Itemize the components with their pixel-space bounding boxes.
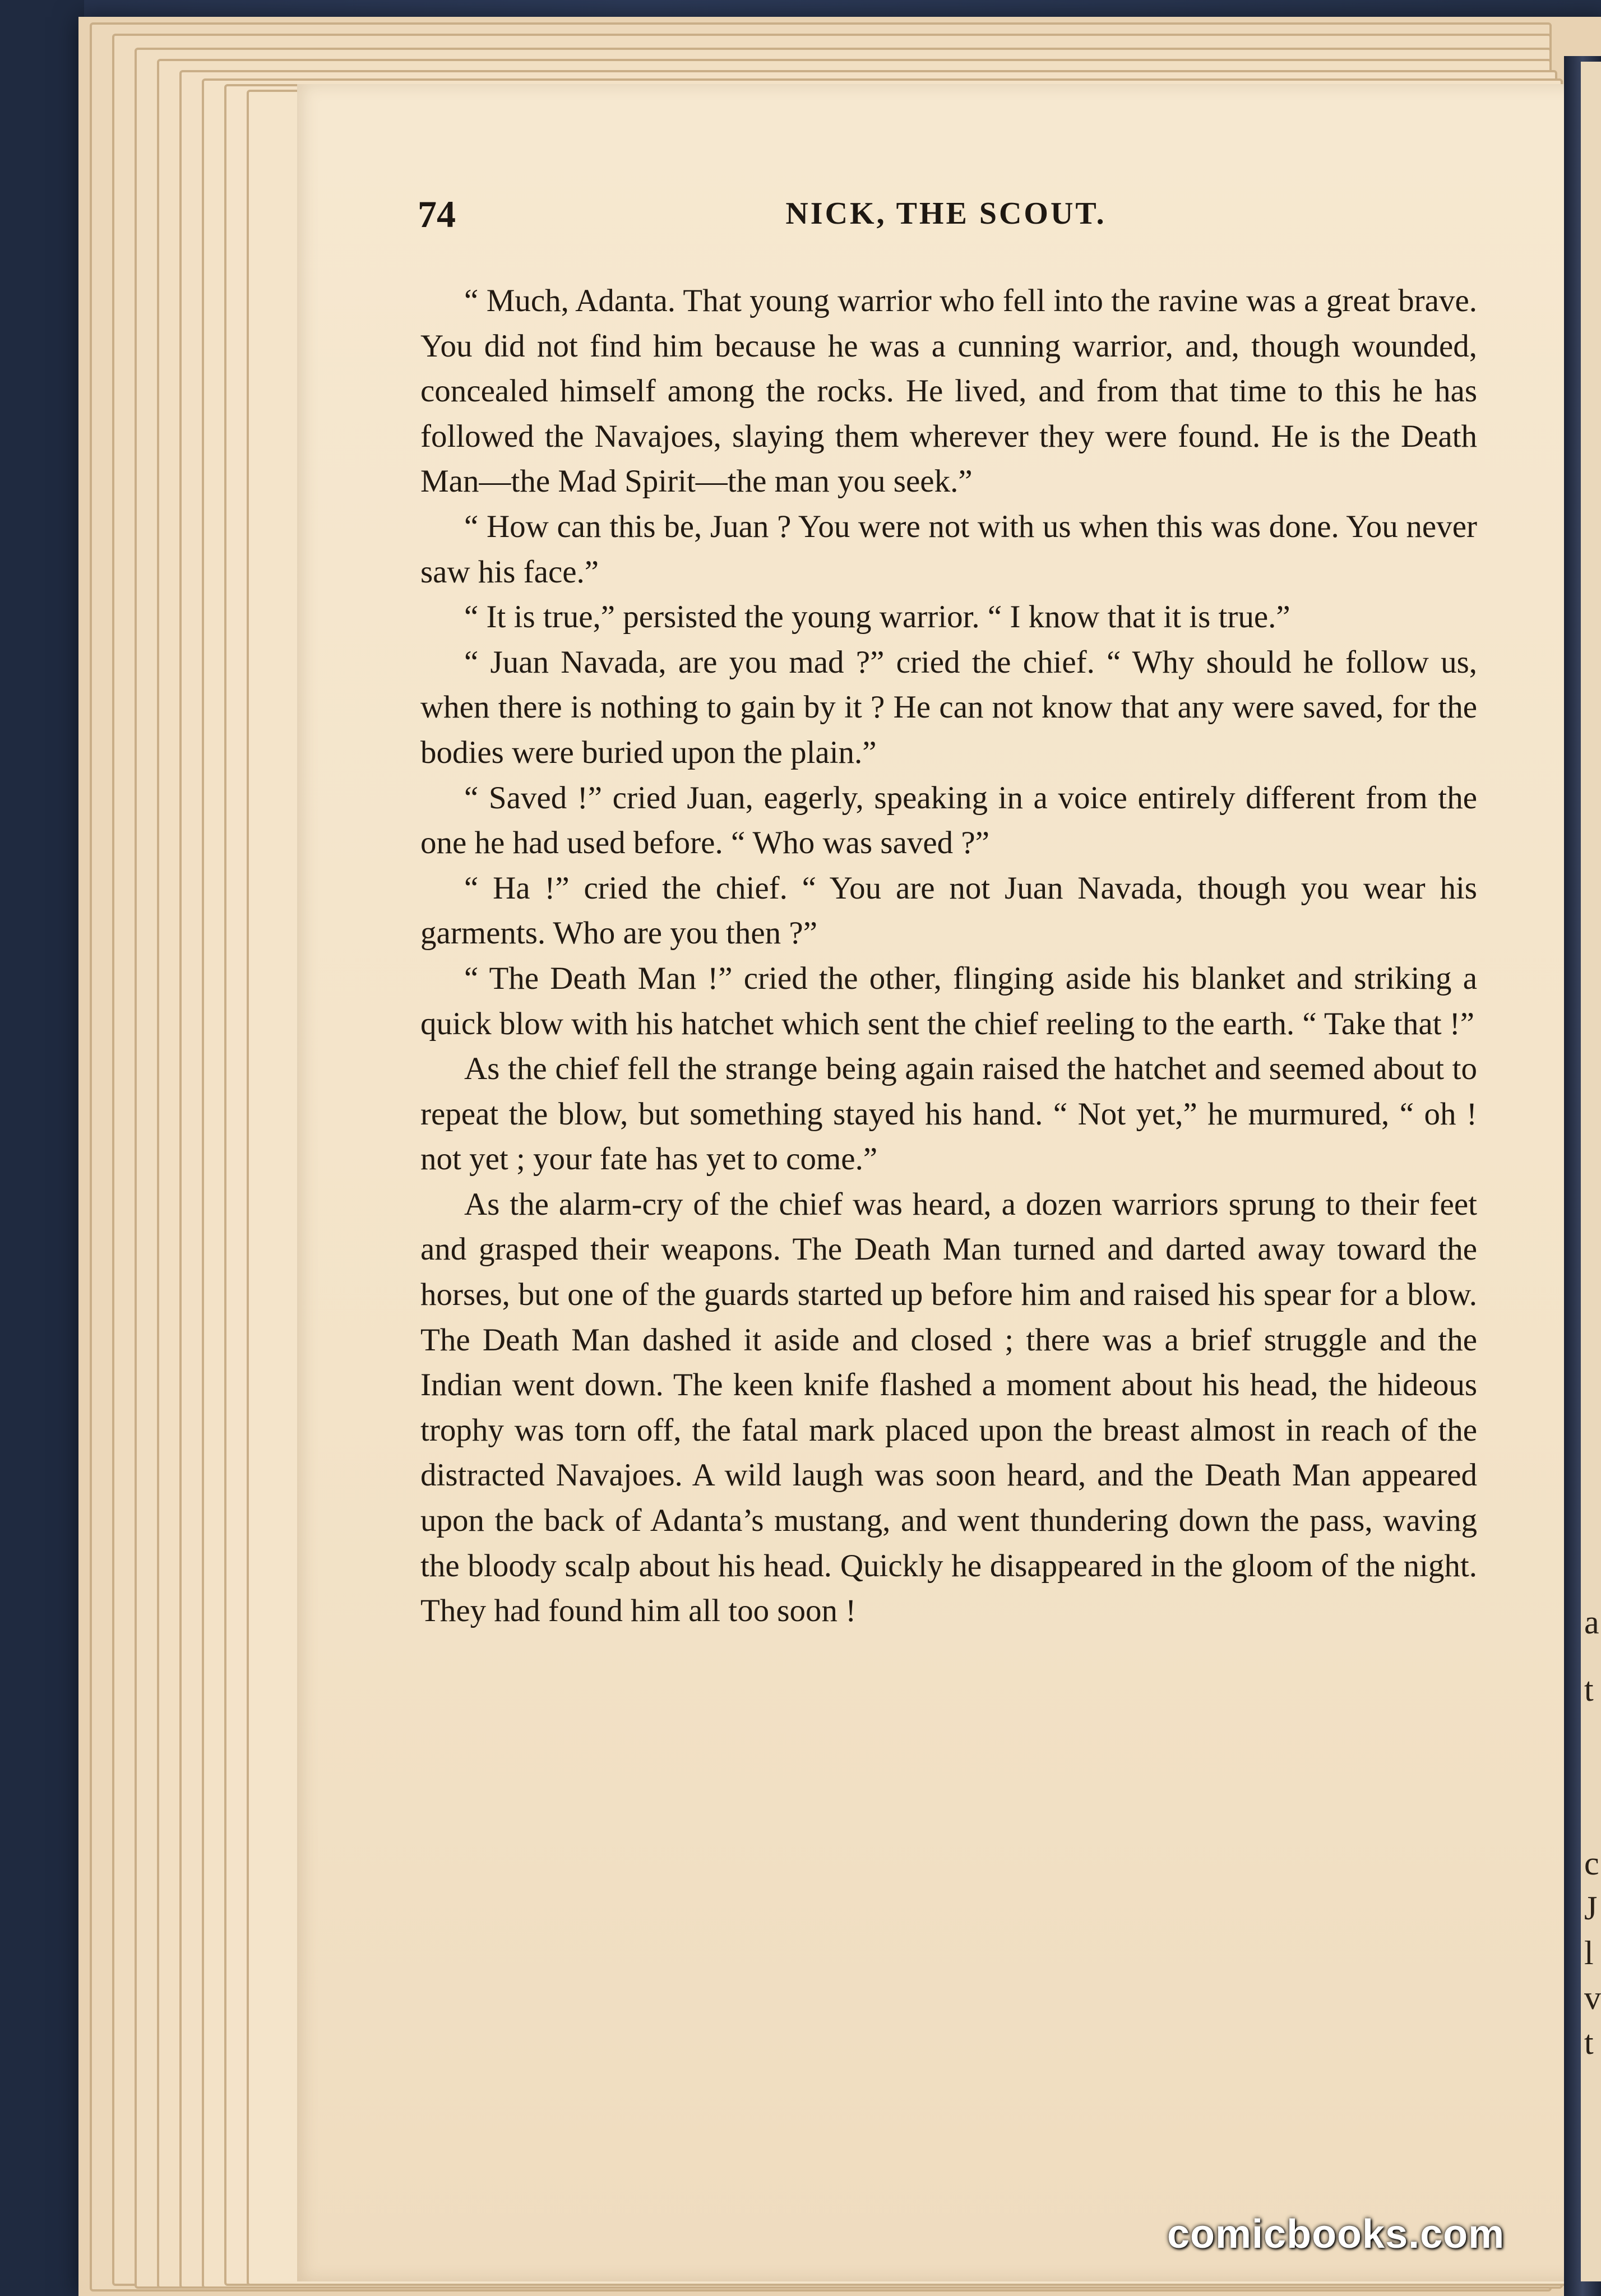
paragraph: “ Much, Adanta. That young warrior who fell into the ravine was a great brave. You did not find him because he was a cunning warrior, and, though wounded, concealed himself among the rocks. He lived, and from that time to this he has followed the Navajoes, slaying them wherever they were found. He is the Death Man—the Mad Spirit—the man you seek.” (420, 283, 1477, 499)
backdrop-edge (0, 0, 84, 2296)
paragraph: As the chief fell the strange being again raised the hatchet and seemed about to repeat the blow, but something stayed his hand. “ Not yet,” he murmured, “ oh ! not yet ; your fate has yet to come.” (420, 1051, 1477, 1177)
paragraph: “ Juan Navada, are you mad ?” cried the chief. “ Why should he follow us, when there is nothing to gain by it ? He can not know that any were saved, for the bodies were buried upon the plain.” (420, 644, 1477, 770)
facing-page-letter: a (1584, 1604, 1599, 1641)
facing-page-letter: J (1584, 1890, 1598, 1927)
facing-page-letter: v (1584, 1979, 1601, 2016)
facing-page-letter: t (1584, 1671, 1594, 1708)
running-head: NICK, THE SCOUT. (785, 196, 1107, 231)
facing-page-letter: c (1584, 1845, 1599, 1882)
paragraph: “ Ha !” cried the chief. “ You are not Juan Navada, though you wear his garments. Who are you then ?” (420, 870, 1477, 951)
facing-page-letter: l (1584, 1934, 1594, 1971)
facing-page-letter: t (1584, 2024, 1594, 2061)
page-header (418, 192, 1474, 237)
page-number: 74 (418, 193, 456, 235)
facing-page-edge (1581, 62, 1601, 2281)
page-body (420, 279, 1477, 2084)
paragraph: “ It is true,” persisted the young warrior. “ I know that it is true.” (464, 599, 1290, 635)
watermark: comicbooks.com (1167, 2212, 1505, 2257)
paragraph: As the alarm-cry of the chief was heard, a dozen warriors sprung to their feet and grasped their weapons. The Death Man turned and darted away toward the horses, but one of the guards started up before him and raised his spear for a blow. The Death Man dashed it aside and closed ; there was a brief struggle and the Indian went down. The keen knife flashed a moment about his head, the hideous trophy was torn off, the fatal mark placed upon the breast almost in reach of the distracted Navajoes. A wild laugh was soon heard, and the Death Man appeared upon the back of Adanta’s mustang, and went thundering down the pass, waving the bloody scalp about his head. Quickly he disappeared in the gloom of the night. They had found him all too soon ! (420, 1186, 1477, 1629)
paragraph: “ Saved !” cried Juan, eagerly, speaking in a voice entirely different from the one he had used before. “ Who was saved ?” (420, 780, 1477, 861)
paragraph: “ The Death Man !” cried the other, flinging aside his blanket and striking a quick blow with his hatchet which sent the chief reeling to the earth. “ Take that !” (420, 960, 1477, 1041)
paragraph: “ How can this be, Juan ? You were not with us when this was done. You never saw his face.” (420, 508, 1477, 590)
